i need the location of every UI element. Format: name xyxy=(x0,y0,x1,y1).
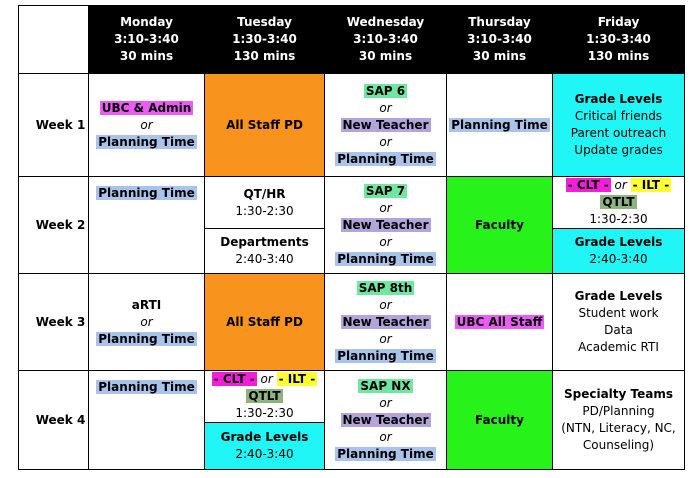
ubc-all-staff-tag: UBC All Staff xyxy=(456,314,543,329)
week-row xyxy=(19,371,685,423)
day-duration: 30 mins xyxy=(119,49,174,63)
or-text: or xyxy=(379,100,392,115)
faculty-cell: Faculty xyxy=(447,177,553,274)
new-teacher-tag: New Teacher xyxy=(342,217,429,232)
day-time: 3:10-3:40 xyxy=(114,32,179,46)
planning-time-tag: Planning Time xyxy=(98,186,195,200)
team-meeting-cell xyxy=(205,371,325,423)
planning-time-tag: Planning Time xyxy=(337,151,434,166)
day-duration: 130 mins xyxy=(587,49,650,63)
day-time: 1:30-3:40 xyxy=(232,32,297,46)
grade-levels-title: Grade Levels xyxy=(574,289,663,303)
header-row xyxy=(19,6,685,74)
cell-wed xyxy=(325,274,447,371)
planning-time-tag: Planning Time xyxy=(337,446,434,461)
new-teacher-tag: New Teacher xyxy=(342,412,429,427)
detail-line: Parent outreach xyxy=(570,126,667,140)
grade-levels-title: Grade Levels xyxy=(220,430,309,444)
clt-tag: - CLT - xyxy=(567,178,609,192)
or-text: or xyxy=(379,395,392,410)
planning-time-tag: Planning Time xyxy=(98,134,195,149)
clt-tag: - CLT - xyxy=(213,372,255,386)
grade-levels-cell xyxy=(553,229,685,274)
arti-title: aRTI xyxy=(131,297,162,312)
grade-levels-cell xyxy=(553,74,685,177)
or-text: or xyxy=(379,331,392,346)
day-header-wednesday xyxy=(325,6,447,74)
new-teacher-tag: New Teacher xyxy=(342,314,429,329)
all-staff-pd-cell: All Staff PD xyxy=(205,274,325,371)
grade-levels-title: Grade Levels xyxy=(574,92,663,106)
time-text: 1:30-2:30 xyxy=(235,406,294,420)
detail-line: PD/Planning xyxy=(582,404,655,418)
sap-tag: SAP NX xyxy=(360,378,411,393)
week-row xyxy=(19,177,685,229)
time-text: 2:40-3:40 xyxy=(589,252,648,266)
grade-levels-plain-cell xyxy=(553,274,685,371)
or-text: or xyxy=(379,134,392,149)
or-text: or xyxy=(140,314,153,329)
time-text: 2:40-3:40 xyxy=(235,447,294,461)
cell-mon xyxy=(89,74,205,177)
sap-tag: SAP 7 xyxy=(365,183,406,198)
grade-levels-cell xyxy=(205,423,325,470)
week-label: Week 4 xyxy=(19,371,89,470)
qt-hr-cell xyxy=(205,177,325,229)
day-name: Thursday xyxy=(468,15,531,29)
day-time: 3:10-3:40 xyxy=(467,32,532,46)
week-label: Week 1 xyxy=(19,74,89,177)
ilt-tag: - ILT - xyxy=(632,178,670,192)
week-row xyxy=(19,274,685,371)
detail-line: Critical friends xyxy=(574,109,663,123)
day-time: 3:10-3:40 xyxy=(353,32,418,46)
planning-time-tag: Planning Time xyxy=(98,380,195,394)
team-meeting-cell xyxy=(553,177,685,229)
planning-time-tag: Planning Time xyxy=(451,117,548,132)
or-text: or xyxy=(140,117,153,132)
grade-levels-title: Grade Levels xyxy=(574,235,663,249)
or-text: or xyxy=(379,234,392,249)
cell-wed xyxy=(325,177,447,274)
day-name: Friday xyxy=(597,15,640,29)
qt-hr-title: QT/HR xyxy=(243,186,286,201)
day-duration: 130 mins xyxy=(233,49,296,63)
planning-time-tag: Planning Time xyxy=(337,251,434,266)
or-text: or xyxy=(614,178,627,192)
specialty-teams-title: Specialty Teams xyxy=(563,387,674,401)
day-header-thursday xyxy=(447,6,553,74)
or-text: or xyxy=(379,297,392,312)
day-name: Monday xyxy=(120,15,173,29)
sap-tag: SAP 6 xyxy=(365,83,406,98)
cell-mon xyxy=(89,274,205,371)
cell-wed xyxy=(325,74,447,177)
departments-title: Departments xyxy=(220,235,309,249)
specialty-teams-cell xyxy=(553,371,685,470)
corner-cell xyxy=(19,6,89,74)
qtlt-tag: QTLT xyxy=(248,389,281,403)
faculty-cell: Faculty xyxy=(447,371,553,470)
day-duration: 30 mins xyxy=(472,49,527,63)
time-text: 1:30-2:30 xyxy=(589,212,648,226)
week-label: Week 3 xyxy=(19,274,89,371)
cell-wed xyxy=(325,371,447,470)
new-teacher-tag: New Teacher xyxy=(342,117,429,132)
day-name: Wednesday xyxy=(346,15,425,29)
detail-line: Academic RTI xyxy=(578,340,659,354)
planning-time-tag: Planning Time xyxy=(337,348,434,363)
day-header-friday xyxy=(553,6,685,74)
ilt-tag: - ILT - xyxy=(278,372,316,386)
cell-mon xyxy=(89,371,205,470)
day-header-monday xyxy=(89,6,205,74)
schedule-table xyxy=(18,5,685,470)
detail-line: Update grades xyxy=(574,143,663,157)
day-name: Tuesday xyxy=(237,15,292,29)
day-duration: 30 mins xyxy=(358,49,413,63)
day-header-tuesday xyxy=(205,6,325,74)
or-text: or xyxy=(379,429,392,444)
time-text: 2:40-3:40 xyxy=(235,252,294,266)
or-text: or xyxy=(260,372,273,386)
cell-mon xyxy=(89,177,205,274)
detail-line: Student work xyxy=(578,306,659,320)
detail-line: Counseling) xyxy=(582,438,655,452)
cell-thu xyxy=(447,274,553,371)
week-row xyxy=(19,74,685,177)
qtlt-tag: QTLT xyxy=(602,195,635,209)
cell-thu xyxy=(447,74,553,177)
time-text: 1:30-2:30 xyxy=(235,203,294,218)
ubc-admin-tag: UBC & Admin xyxy=(101,100,192,115)
detail-line: (NTN, Literacy, NC, xyxy=(561,421,676,435)
week-label: Week 2 xyxy=(19,177,89,274)
planning-time-tag: Planning Time xyxy=(98,331,195,346)
day-time: 1:30-3:40 xyxy=(586,32,651,46)
detail-line: Data xyxy=(604,323,633,337)
all-staff-pd-cell: All Staff PD xyxy=(205,74,325,177)
departments-cell xyxy=(205,229,325,274)
sap-tag: SAP 8th xyxy=(358,280,413,295)
or-text: or xyxy=(379,200,392,215)
